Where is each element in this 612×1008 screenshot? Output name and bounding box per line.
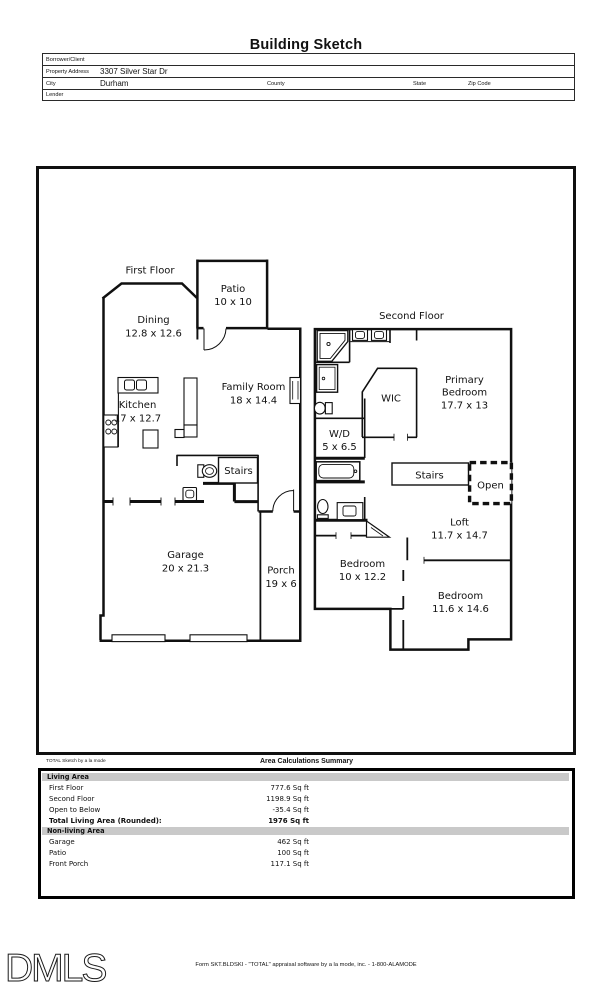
cabinet-partition <box>184 378 197 425</box>
page-title: Building Sketch <box>249 37 363 53</box>
summary-row <box>41 859 572 870</box>
room-label-wd: W/D <box>329 429 350 440</box>
stair-landing <box>367 521 390 537</box>
sink-icon <box>337 503 363 520</box>
row-label: Garage <box>49 837 75 846</box>
room-label-stairs2: Stairs <box>415 470 444 482</box>
room-dims-kitchen: 17 x 12.7 <box>113 413 162 425</box>
kitchen-sink-icon <box>137 380 147 390</box>
room-label-stairs: Stairs <box>224 466 253 477</box>
toilet-icon <box>314 402 325 414</box>
room-dims-dining: 12.8 x 12.6 <box>125 328 182 340</box>
cabinet-partition <box>184 425 197 437</box>
room-label-patio: Patio <box>220 284 246 295</box>
room-dims-loft: 11.7 x 14.7 <box>431 530 488 542</box>
room-label-bedroom1: Bedroom <box>339 559 386 570</box>
room-label-porch: Porch <box>267 565 295 577</box>
garage-door-icon <box>190 635 247 642</box>
row-value: 462 Sq ft <box>277 837 309 846</box>
room-label-garage: Garage <box>167 550 204 561</box>
room-label-open: Open <box>477 480 504 492</box>
shower-icon <box>317 365 338 393</box>
first-floor-labels <box>114 266 297 591</box>
row-label: Patio <box>49 848 67 857</box>
room-label-primary: Primary <box>445 375 484 386</box>
summary-row <box>41 805 572 816</box>
garage-door-icon <box>112 635 165 642</box>
sketch-border <box>38 168 575 754</box>
summary-row <box>41 783 572 794</box>
row-value: 777.6 Sq ft <box>270 783 309 792</box>
toilet-icon <box>317 515 328 519</box>
city-label: City <box>46 80 56 87</box>
summary-title: Area Calculations Summary <box>260 757 353 765</box>
summary-row <box>41 848 572 859</box>
fireplace-icon <box>290 378 301 404</box>
corner-tub-icon <box>317 331 348 362</box>
room-dims-bedroom1: 10 x 12.2 <box>338 572 387 583</box>
county-label: County <box>267 80 285 87</box>
room-label-family-room: Family Room <box>221 382 286 393</box>
dmls-logo-text: DMLS <box>5 947 106 990</box>
room-label-bedroom2: Bedroom <box>437 591 484 602</box>
row-label: Front Porch <box>49 859 89 868</box>
living-area-header: Living Area <box>42 773 569 781</box>
sketch-brand-text: TOTAL Sketch by a la mode <box>46 759 106 764</box>
row-value: -35.4 Sq ft <box>272 805 309 814</box>
hall-bath-fixtures <box>316 462 389 537</box>
room-dims-bedroom2: 11.6 x 14.6 <box>432 604 489 615</box>
room-label-wic: WIC <box>381 393 401 405</box>
property-address-value: 3307 Silver Star Dr <box>100 67 168 76</box>
property-address-label: Property Address <box>46 68 89 75</box>
toilet-icon <box>318 500 328 514</box>
primary-bath-fixtures <box>314 330 390 415</box>
total-living-area-row <box>41 816 572 827</box>
room-dims-patio: 10 x 10 <box>214 297 252 308</box>
cabinet-partition <box>175 430 184 438</box>
row-label: Total Living Area (Rounded): <box>49 816 162 825</box>
summary-table <box>38 768 575 899</box>
patio-door-swing <box>204 329 226 351</box>
row-value: 1976 Sq ft <box>268 816 309 825</box>
toilet-icon <box>202 465 216 478</box>
room-label-kitchen: Kitchen <box>118 400 157 411</box>
dmls-logo <box>4 944 114 992</box>
row-value: 100 Sq ft <box>277 848 309 857</box>
entry-door-swing <box>273 490 294 512</box>
row-label: Open to Below <box>49 805 101 814</box>
zip-label: Zip Code <box>468 80 491 87</box>
area-calculations-summary <box>38 755 575 901</box>
kitchen-island <box>143 430 158 448</box>
state-label: State <box>413 80 427 87</box>
room-label-primary-2: Bedroom <box>441 387 488 399</box>
room-dims-family-room: 18 x 14.4 <box>229 395 278 407</box>
summary-row <box>41 837 572 848</box>
room-label-dining: Dining <box>137 315 170 326</box>
row-label: First Floor <box>49 783 84 792</box>
first-floor-title: First Floor <box>125 265 175 277</box>
row-value: 1198.9 Sq ft <box>266 794 309 803</box>
room-dims-porch: 19 x 6 <box>265 579 297 590</box>
room-dims-wd: 5 x 6.5 <box>322 442 357 453</box>
second-floor-title: Second Floor <box>379 311 444 322</box>
lender-label: Lender <box>46 92 64 98</box>
room-dims-primary: 17.7 x 13 <box>440 400 489 412</box>
borrower-label: Borrower/Client <box>46 57 85 63</box>
sink-icon <box>183 488 197 501</box>
row-value: 117.1 Sq ft <box>270 859 309 868</box>
kitchen-sink-icon <box>125 380 135 390</box>
toilet-icon <box>325 403 332 414</box>
form-footer-text: Form SKT.BLDSKI - "TOTAL" appraisal software by a la mode, inc. - 1-800-ALAMODE <box>195 962 417 968</box>
row-label: Second Floor <box>49 794 95 803</box>
summary-row <box>41 794 572 805</box>
room-label-loft: Loft <box>450 517 469 529</box>
nonliving-area-header: Non-living Area <box>42 827 569 835</box>
room-dims-garage: 20 x 21.3 <box>161 563 210 575</box>
stair-bath-walls <box>177 455 259 512</box>
city-value: Durham <box>100 79 129 88</box>
